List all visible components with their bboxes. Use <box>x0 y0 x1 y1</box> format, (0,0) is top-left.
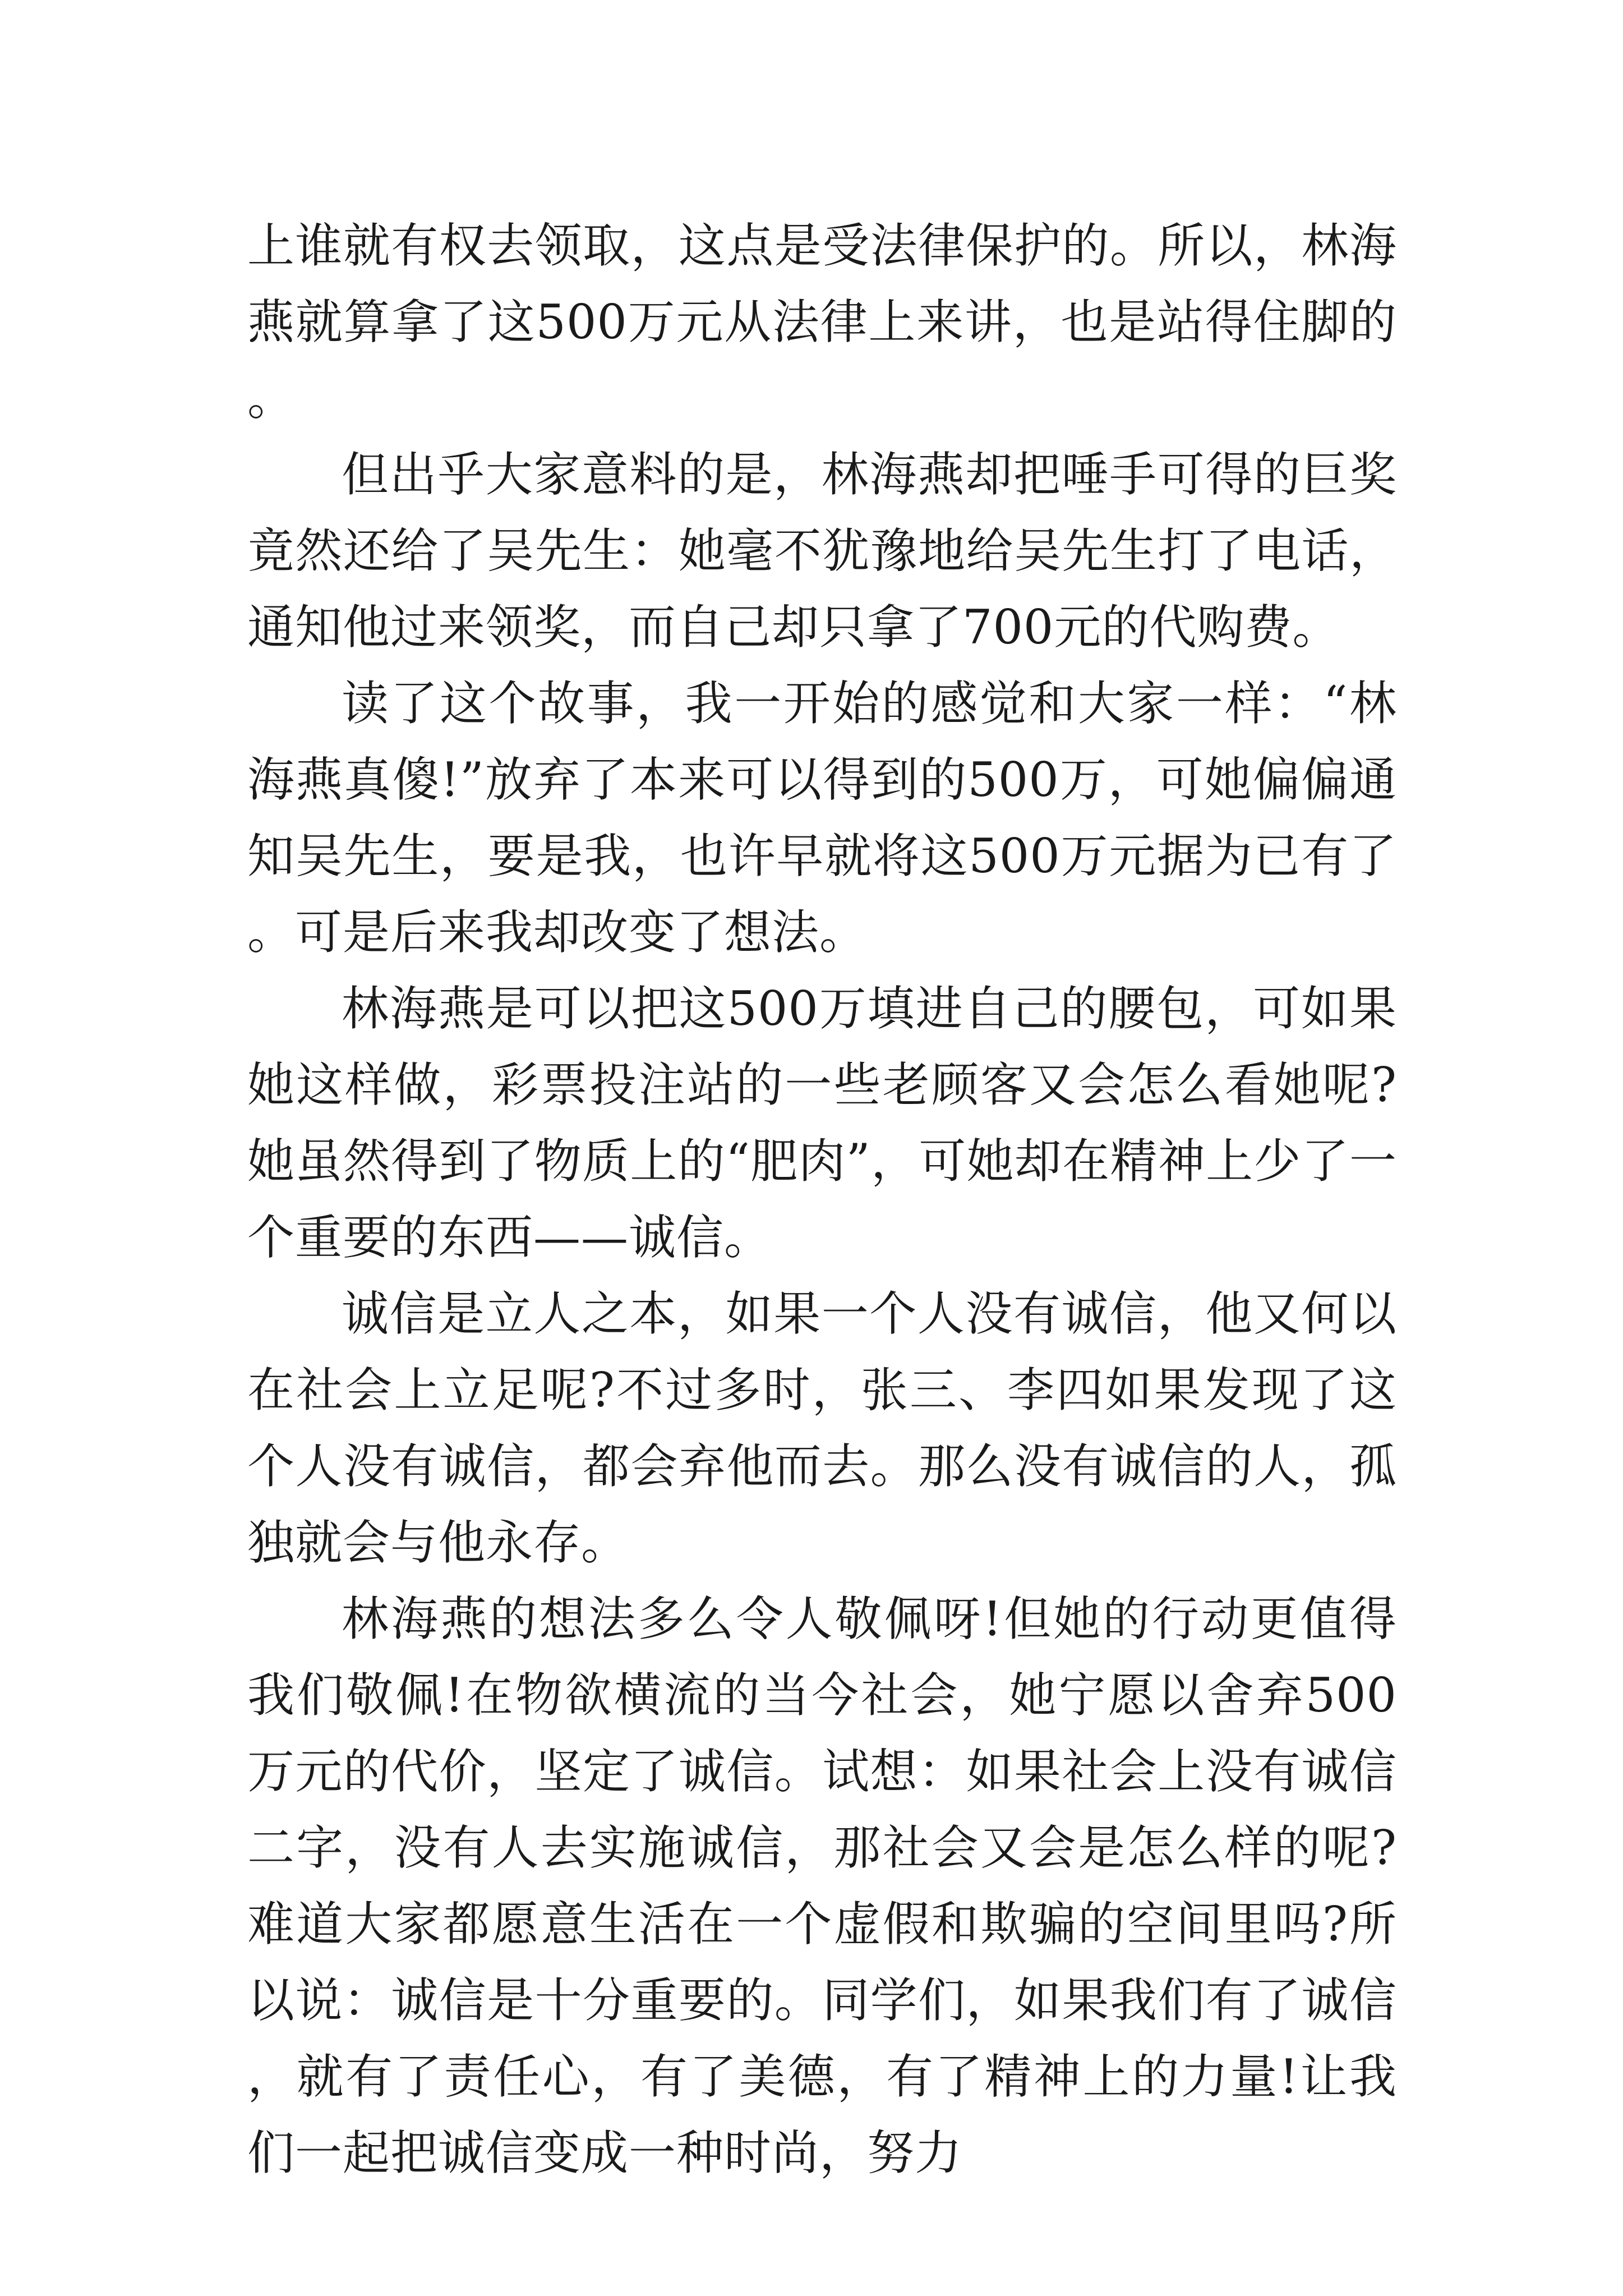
paragraph-6: 林海燕的想法多么令人敬佩呀!但她的行动更值得我们敬佩!在物欲横流的当今社会，她宁愿以舍弃500万元的代价，坚定了诚信。试想：如果社会上没有诚信二字，没有人去实施诚信，那社会又会是怎么样的呢?难道大家都愿意生活在一个虚假和欺骗的空间里吗?所以说：诚信是十分重要的。同学们，如果我们有了诚信，就有了责任心，有了美德，有了精神上的力量!让我们一起把诚信变成一种时尚，努力 <box>247 1591 1397 2180</box>
paragraph-3: 读了这个故事，我一开始的感觉和大家一样：“林海燕真傻!”放弃了本来可以得到的500万，可她偏偏通知吴先生，要是我，也许早就将这500万元据为已有了。可是后来我却改变了想法。 <box>247 676 1397 960</box>
paragraph-2: 但出乎大家意料的是，林海燕却把唾手可得的巨奖竟然还给了吴先生：她毫不犹豫地给吴先生打了电话，通知他过来领奖，而自己却只拿了700元的代购费。 <box>247 447 1397 655</box>
paragraph-4: 林海燕是可以把这500万填进自己的腰包，可如果她这样做，彩票投注站的一些老顾客又会怎么看她呢?她虽然得到了物质上的“肥肉”，可她却在精神上少了一个重要的东西——诚信。 <box>247 981 1397 1265</box>
paragraph-1: 上谁就有权去领取，这点是受法律保护的。所以，林海燕就算拿了这500万元从法律上来讲，也是站得住脚的。 <box>247 218 1397 426</box>
document-body <box>247 208 1397 2191</box>
paragraph-5: 诚信是立人之本，如果一个人没有诚信，他又何以在社会上立足呢?不过多时，张三、李四如果发现了这个人没有诚信，都会弃他而去。那么没有诚信的人，孤独就会与他永存。 <box>247 1286 1397 1570</box>
